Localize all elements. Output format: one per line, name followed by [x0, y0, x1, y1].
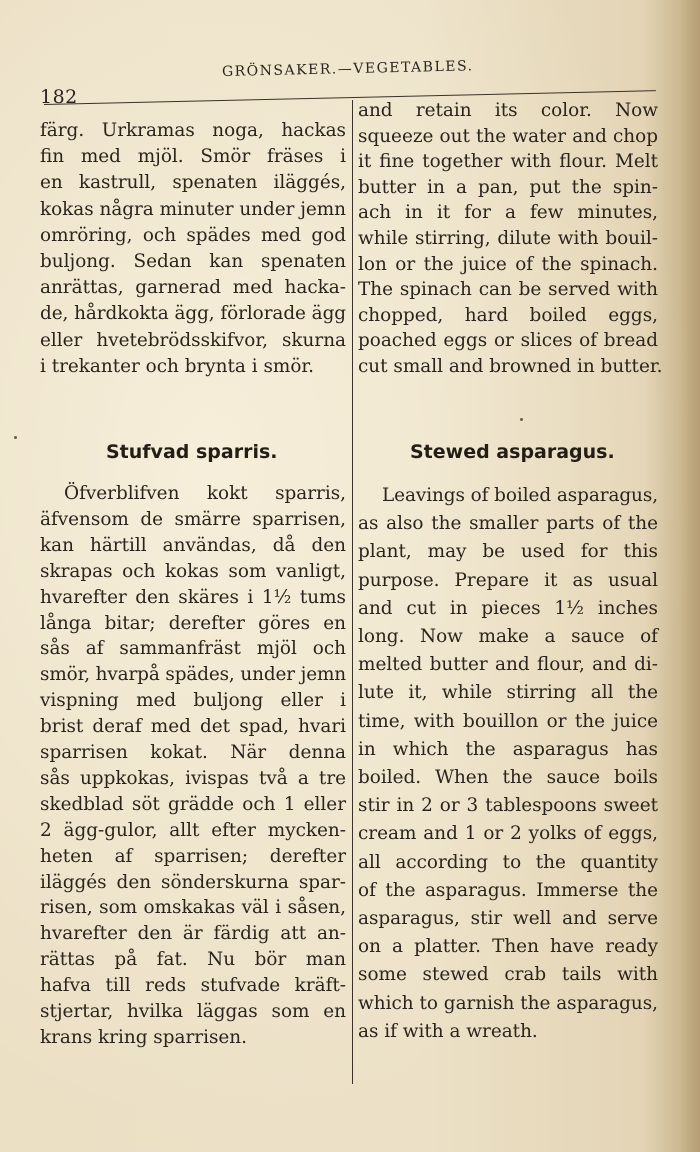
- text-line: 2 ägg-gulor, allt efter mycken-: [40, 819, 346, 841]
- text-line: kokas några minuter under jemn: [40, 198, 346, 220]
- text-line: Leavings of boiled asparagus,: [382, 485, 658, 506]
- text-line: and retain its color. Now: [358, 100, 658, 121]
- text-line: skedblad söt grädde och 1 eller: [40, 793, 346, 815]
- text-line: and cut in pieces 1½ inches: [358, 597, 658, 619]
- text-line: squeeze out the water and chop: [358, 125, 658, 147]
- text-line: in which the asparagus has: [358, 738, 658, 760]
- text-line: asparagus, stir well and serve: [358, 908, 658, 929]
- text-line: smör, hvarpå spädes, under jemn: [40, 664, 346, 686]
- running-head: GRÖNSAKER.—VEGETABLES.: [221, 58, 474, 80]
- text-line: buljong. Sedan kan spenaten: [40, 251, 346, 272]
- text-line: färg. Urkramas noga, hackas: [40, 120, 346, 141]
- text-line: sås af sammanfräst mjöl och: [40, 638, 346, 660]
- text-line: which to garnish the asparagus,: [358, 992, 658, 1014]
- text-line: lon or the juice of the spinach.: [358, 253, 658, 275]
- text-line: cream and 1 or 2 yolks of eggs,: [358, 823, 658, 845]
- text-line: boiled. When the sauce boils: [358, 767, 658, 788]
- text-line: krans kring sparrisen.: [40, 1026, 247, 1048]
- text-line: on a platter. Then have ready: [358, 936, 658, 958]
- text-line: The spinach can be served with: [358, 279, 658, 301]
- text-line: de, hårdkokta ägg, förlorade ägg: [40, 303, 346, 325]
- text-line: rättas på fat. Nu bör man: [40, 949, 346, 971]
- swedish-recipe-heading: Stufvad sparris.: [106, 441, 278, 463]
- paper-speck: [14, 436, 17, 439]
- column-divider: [352, 100, 353, 1084]
- text-line: omröring, och spädes med god: [40, 224, 346, 246]
- text-line: chopped, hard boiled eggs,: [358, 304, 658, 326]
- text-line: hvarefter den skäres i 1½ tums: [40, 586, 346, 608]
- paper-speck: [520, 418, 523, 421]
- text-line: as if with a wreath.: [358, 1020, 538, 1042]
- text-line: långa bitar; derefter göres en: [40, 612, 346, 634]
- text-line: melted butter and flour, and di-: [358, 654, 658, 676]
- text-line: time, with bouillon or the juice: [358, 710, 658, 732]
- text-line: eller hvetebrödsskifvor, skurna: [40, 329, 346, 351]
- text-line: hvarefter den är färdig att an-: [40, 923, 346, 945]
- text-line: butter in a pan, put the spin-: [358, 176, 658, 198]
- text-line: brist deraf med det spad, hvari: [40, 716, 346, 738]
- page-number: 182: [40, 86, 78, 108]
- text-line: of the asparagus. Immerse the: [358, 879, 658, 901]
- english-recipe-heading: Stewed asparagus.: [410, 441, 615, 463]
- text-line: risen, som omskakas väl i såsen,: [40, 897, 346, 919]
- text-line: some stewed crab tails with: [358, 964, 658, 986]
- text-line: stir in 2 or 3 tablespoons sweet: [358, 795, 658, 817]
- text-line: iläggés den sönderskurna spar-: [40, 871, 346, 893]
- text-line: vispning med buljong eller i: [40, 690, 346, 712]
- text-line: stjertar, hvilka läggas som en: [40, 1001, 346, 1022]
- text-line: cut small and browned in butter.: [358, 356, 663, 377]
- text-line: it fine together with flour. Melt: [358, 151, 658, 173]
- text-line: kan härtill användas, då den: [40, 534, 346, 556]
- text-line: all according to the quantity: [358, 851, 658, 873]
- text-line: lute it, while stirring all the: [358, 682, 658, 704]
- text-line: plant, may be used for this: [358, 541, 658, 563]
- text-line: äfvensom de smärre sparrisen,: [40, 508, 346, 530]
- text-line: purpose. Prepare it as usual: [358, 569, 658, 591]
- text-line: sås uppkokas, ivispas två a tre: [40, 767, 346, 789]
- text-line: heten af sparrisen; derefter: [40, 845, 346, 867]
- text-line: while stirring, dilute with bouil-: [358, 228, 658, 249]
- text-line: as also the smaller parts of the: [358, 513, 658, 535]
- text-line: ach in it for a few minutes,: [358, 202, 658, 224]
- text-line: long. Now make a sauce of: [358, 626, 658, 647]
- text-line: i trekanter och brynta i smör.: [40, 355, 315, 377]
- text-line: fin med mjöl. Smör fräses i: [40, 146, 346, 168]
- text-line: hafva till reds stufvade kräft-: [40, 975, 346, 997]
- text-line: en kastrull, spenaten iläggés,: [40, 172, 346, 194]
- text-line: skrapas och kokas som vanligt,: [40, 560, 346, 582]
- text-line: anrättas, garnerad med hacka-: [40, 277, 346, 299]
- text-line: poached eggs or slices of bread: [358, 330, 658, 352]
- text-line: sparrisen kokat. När denna: [40, 742, 346, 763]
- text-line: Öfverblifven kokt sparris,: [64, 483, 346, 504]
